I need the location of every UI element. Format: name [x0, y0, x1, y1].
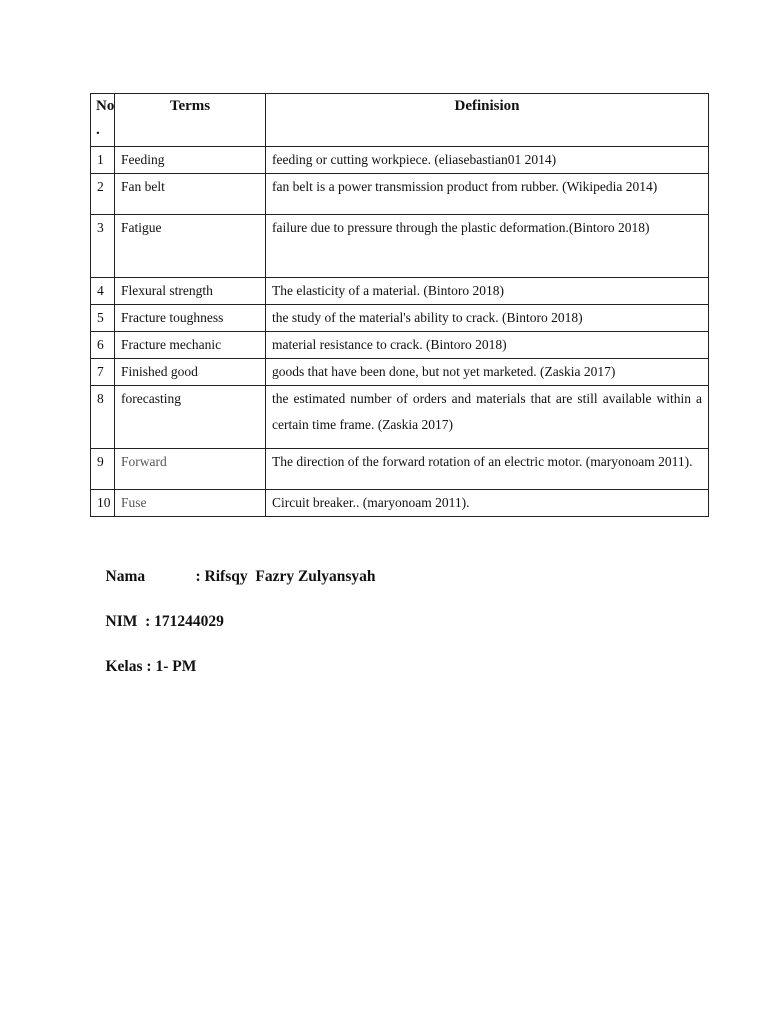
row-number: 6: [91, 332, 115, 359]
row-definition: the study of the material's ability to crack. (Bintoro 2018): [266, 305, 709, 332]
row-term: forecasting: [115, 386, 266, 449]
row-term: Fuse: [115, 490, 266, 517]
row-term: Fracture toughness: [115, 305, 266, 332]
table-row: [91, 305, 709, 332]
table-row: [91, 174, 709, 215]
nim-value: : 171244029: [145, 613, 224, 630]
class-label: Kelas: [105, 658, 143, 675]
row-definition: goods that have been done, but not yet marketed. (Zaskia 2017): [266, 359, 709, 386]
row-term: Finished good: [115, 359, 266, 386]
row-definition: fan belt is a power transmission product from rubber. (Wikipedia 2014): [266, 174, 709, 215]
row-definition: material resistance to crack. (Bintoro 2018): [266, 332, 709, 359]
row-term: Forward: [115, 449, 266, 490]
table-header-row: [91, 94, 709, 147]
table-row: [91, 332, 709, 359]
row-number: 10: [91, 490, 115, 517]
terms-table: [90, 93, 709, 517]
table-row: [91, 215, 709, 278]
header-terms: Terms: [115, 94, 266, 147]
nim-label: NIM: [105, 613, 138, 630]
row-number: 7: [91, 359, 115, 386]
row-definition: the estimated number of orders and materials that are still available within a certain time frame. (Zaskia 2017): [266, 386, 709, 449]
row-definition: failure due to pressure through the plastic deformation.(Bintoro 2018): [266, 215, 709, 278]
table-row: [91, 490, 709, 517]
row-term: Flexural strength: [115, 278, 266, 305]
table-row: [91, 147, 709, 174]
header-no: No .: [91, 94, 115, 147]
class-value: : 1- PM: [146, 658, 197, 675]
row-number: 4: [91, 278, 115, 305]
table-row: [91, 359, 709, 386]
row-term: Fan belt: [115, 174, 266, 215]
row-number: 9: [91, 449, 115, 490]
table-row: [91, 449, 709, 490]
row-definition: The elasticity of a material. (Bintoro 2018): [266, 278, 709, 305]
name-label: Nama: [105, 568, 146, 585]
nim-spacer: [137, 613, 145, 630]
table-row: [91, 278, 709, 305]
row-number: 3: [91, 215, 115, 278]
row-term: Fracture mechanic: [115, 332, 266, 359]
row-number: 5: [91, 305, 115, 332]
row-definition: The direction of the forward rotation of an electric motor. (maryonoam 2011).: [266, 449, 709, 490]
row-definition: Circuit breaker.. (maryonoam 2011).: [266, 490, 709, 517]
table-row: [91, 386, 709, 449]
row-number: 8: [91, 386, 115, 449]
row-number: 1: [91, 147, 115, 174]
row-definition: feeding or cutting workpiece. (eliasebastian01 2014): [266, 147, 709, 174]
row-number: 2: [91, 174, 115, 215]
header-definition: Definision: [266, 94, 709, 147]
row-term: Fatigue: [115, 215, 266, 278]
row-term: Feeding: [115, 147, 266, 174]
student-class-line: [90, 640, 196, 694]
name-value: : Rifsqy Fazry Zulyansyah: [195, 568, 376, 585]
